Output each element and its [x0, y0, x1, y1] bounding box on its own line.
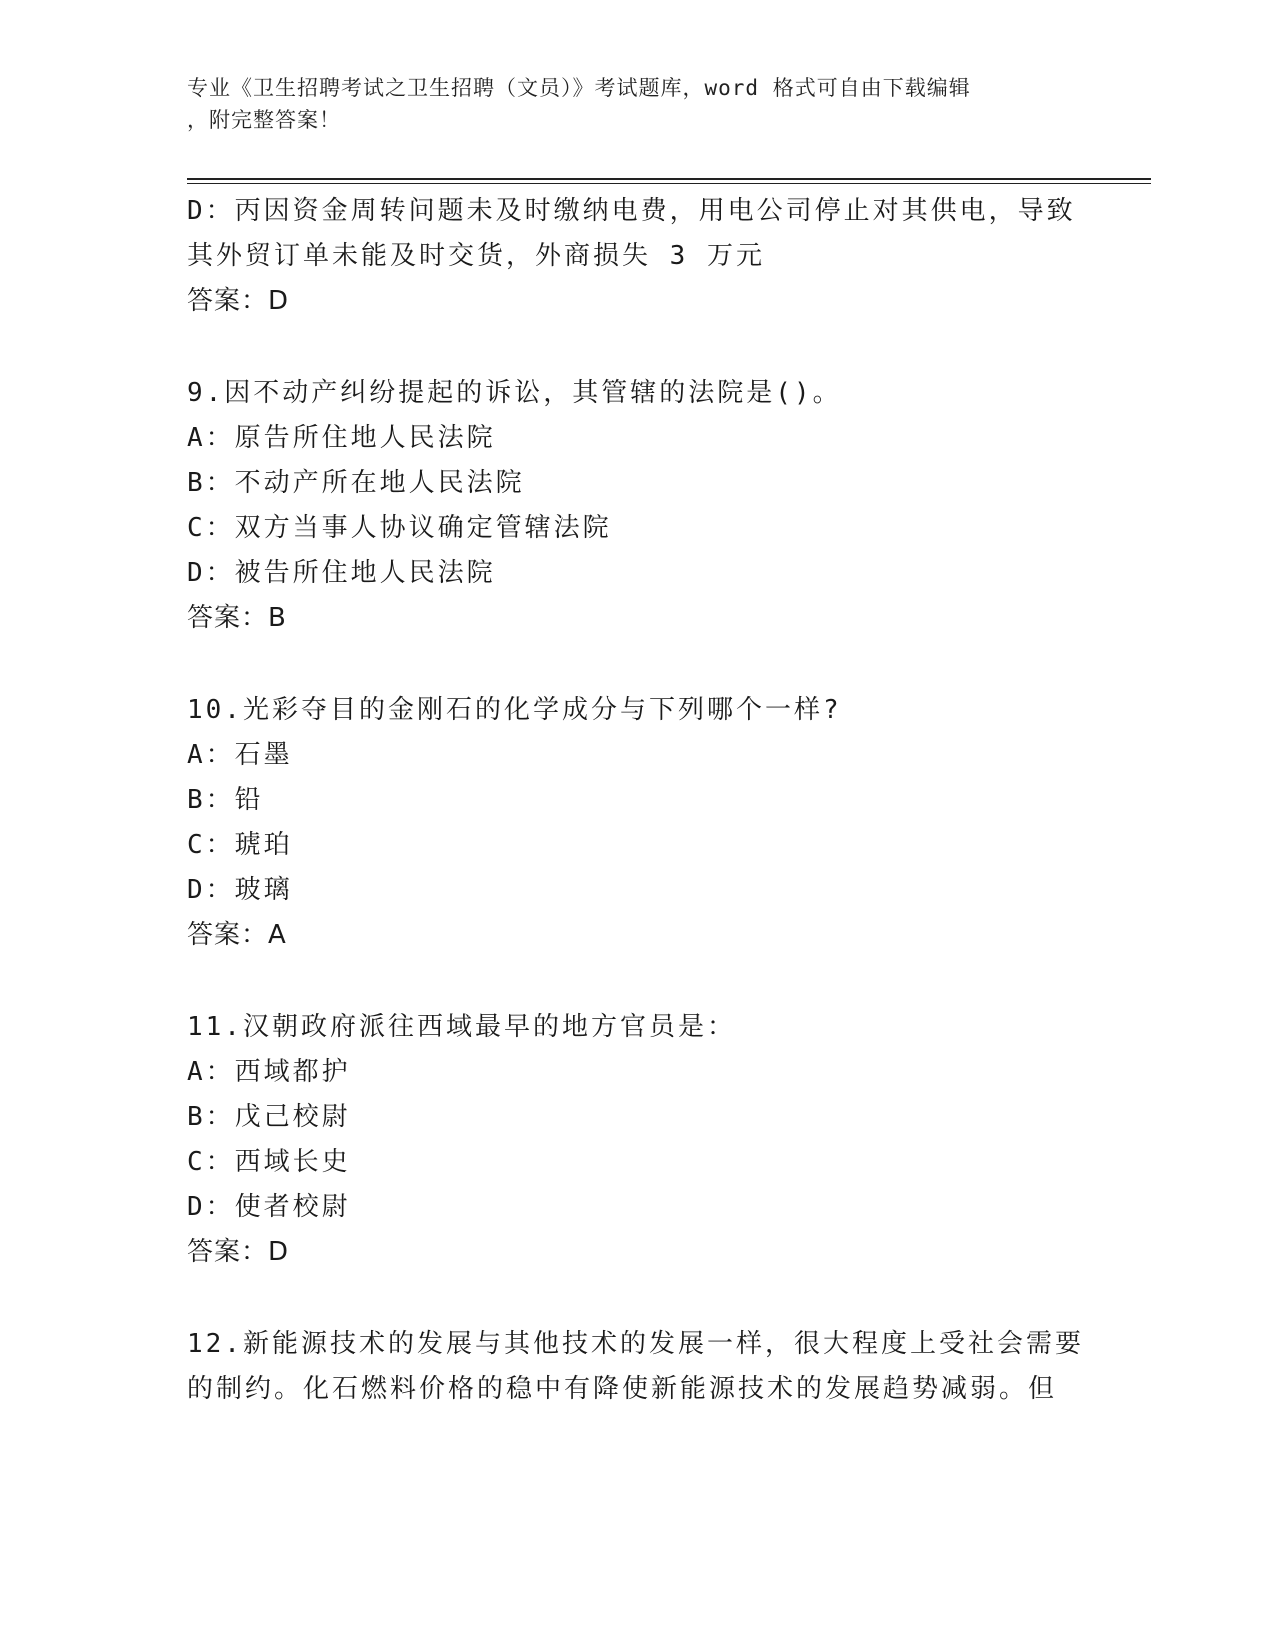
header-divider-thin — [187, 183, 1151, 184]
option-a: A：西域都护 — [187, 1057, 351, 1087]
spacer — [187, 324, 1087, 371]
answer-line: 答案：B — [187, 603, 287, 633]
header-line-1: 专业《卫生招聘考试之卫生招聘（文员）》考试题库，word 格式可自由下载编辑 — [187, 76, 971, 100]
spacer — [187, 1275, 1087, 1322]
question-12 — [187, 1322, 1087, 1412]
spacer — [187, 958, 1087, 1005]
answer-line: 答案：D — [187, 286, 290, 316]
question-text-line-1: 12.新能源技术的发展与其他技术的发展一样，很大程度上受社会需要 — [187, 1329, 1084, 1359]
option-d-line-2: 其外贸订单未能及时交货，外商损失 3 万元 — [187, 241, 765, 271]
question-text-line-2: 的制约。化石燃料价格的稳中有降使新能源技术的发展趋势减弱。但 — [187, 1374, 1058, 1404]
option-a: A：石墨 — [187, 740, 293, 770]
document-header — [187, 72, 1067, 136]
option-d: D：被告所住地人民法院 — [187, 558, 496, 588]
option-c: C：西域长史 — [187, 1147, 351, 1177]
header-divider-thick — [187, 178, 1151, 180]
option-a: A：原告所住地人民法院 — [187, 423, 496, 453]
question-text: 10.光彩夺目的金刚石的化学成分与下列哪个一样? — [187, 695, 842, 725]
option-d: D：使者校尉 — [187, 1192, 351, 1222]
option-c: C：琥珀 — [187, 830, 293, 860]
question-11 — [187, 1005, 1087, 1275]
header-line-2: ，附完整答案！ — [187, 108, 341, 132]
option-d-line-1: D：丙因资金周转问题未及时缴纳电费，用电公司停止对其供电，导致 — [187, 196, 1076, 226]
question-text: 11.汉朝政府派往西域最早的地方官员是： — [187, 1012, 736, 1042]
answer-line: 答案：A — [187, 920, 287, 950]
question-10 — [187, 688, 1087, 958]
spacer — [187, 641, 1087, 688]
answer-line: 答案：D — [187, 1237, 290, 1267]
option-c: C：双方当事人协议确定管辖法院 — [187, 513, 612, 543]
question-text: 9.因不动产纠纷提起的诉讼，其管辖的法院是()。 — [187, 378, 842, 408]
question-content — [187, 189, 1087, 1412]
option-b: B：铅 — [187, 785, 264, 815]
question-8-tail — [187, 189, 1087, 324]
question-9 — [187, 371, 1087, 641]
option-b: B：不动产所在地人民法院 — [187, 468, 525, 498]
option-b: B：戊己校尉 — [187, 1102, 351, 1132]
option-d: D：玻璃 — [187, 875, 293, 905]
